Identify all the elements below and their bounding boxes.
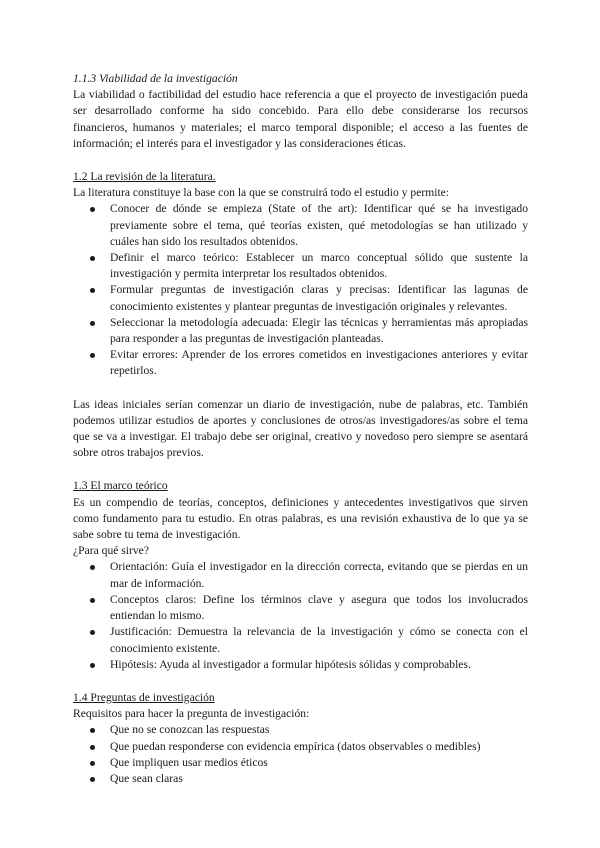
bullet-icon: [90, 728, 95, 733]
list-item-text: Evitar errores: Aprender de los errores cometidos en investigaciones anteriores y evitar repetirlos.: [110, 348, 528, 378]
bullet-icon: [90, 565, 95, 570]
spacer: [73, 673, 528, 690]
bullet-icon: [90, 256, 95, 261]
section-marco-teorico: [73, 478, 528, 672]
section-heading-viabilidad: 1.1.3 Viabilidad de la investigación: [73, 72, 238, 85]
list-item-text: Formular preguntas de investigación claras y precisas: Identificar las lagunas de conocimiento existentes y plantear preguntas de investigación originales y relevantes.: [110, 283, 528, 313]
list-item-text: Que impliquen usar medios éticos: [110, 755, 268, 769]
list-item: [110, 592, 528, 624]
section-revision-literatura: [73, 169, 528, 461]
list-item: [110, 771, 528, 787]
list-item: [110, 250, 528, 282]
section-heading-preguntas: 1.4 Preguntas de investigación: [73, 690, 215, 704]
spacer: [73, 152, 528, 169]
bullet-icon: [90, 321, 95, 326]
bullet-icon: [90, 777, 95, 782]
bullet-icon: [90, 353, 95, 358]
bullet-icon: [90, 288, 95, 293]
section-preguntas-investigacion: [73, 690, 528, 787]
paragraph-para-que-sirve: ¿Para qué sirve?: [73, 544, 149, 558]
paragraph-marco-teorico: Es un compendio de teorías, conceptos, definiciones y antecedentes investigativos que sirven como fundamento para tu estudio. En otras palabras, es una revisión exhaustiva de lo que ya se sabe sobre tu tema de investigación.: [73, 495, 528, 542]
bullet-icon: [90, 663, 95, 668]
paragraph-viabilidad: La viabilidad o factibilidad del estudio hace referencia a que el proyecto de investigación pueda ser desarrollado conforme ha sido concebido. Para ello debe considerarse los recursos financieros, humanos y materiales; el marco temporal disponible; el acceso a las fuentes de información; el interés para el investigador y las consideraciones éticas.: [73, 88, 528, 150]
section-heading-marco-teorico: 1.3 El marco teórico: [73, 479, 168, 493]
list-item-text: Hipótesis: Ayuda al investigador a formular hipótesis sólidas y comprobables.: [110, 657, 471, 671]
list-item-text: Que no se conozcan las respuestas: [110, 723, 270, 737]
list-item-text: Conocer de dónde se empieza (State of the art): Identificar qué se ha investigado previamente sobre el tema, qué teorías existen, qué metodologías se han utilizado y cuáles han sido los resultados obtenidos.: [110, 202, 528, 248]
bullet-icon: [90, 761, 95, 766]
list-item: [110, 755, 528, 771]
bullet-icon: [90, 745, 95, 750]
bullet-list-preguntas: [73, 722, 528, 787]
list-item-text: Conceptos claros: Define los términos clave y asegura que todos los involucrados entiendan lo mismo.: [110, 592, 528, 623]
list-item: [110, 347, 528, 379]
paragraph-preguntas-intro: Requisitos para hacer la pregunta de investigación:: [73, 707, 310, 721]
list-item-text: Definir el marco teórico: Establecer un marco conceptual sólido que sustente la investigación y permita interpretar los resultados obtenidos.: [110, 251, 528, 281]
list-item-text: Que sean claras: [110, 771, 183, 785]
list-item: [110, 739, 528, 755]
list-item-text: Justificación: Demuestra la relevancia de la investigación y cómo se conecta con el conocimiento existente.: [110, 625, 528, 655]
spacer: [73, 380, 528, 397]
list-item-text: Seleccionar la metodología adecuada: Elegir las técnicas y herramientas más apropiadas para responder a las preguntas de investigación planteadas.: [110, 315, 528, 346]
section-heading-revision-literatura: 1.2 La revisión de la literatura.: [73, 170, 216, 184]
list-item: [110, 201, 528, 250]
bullet-list-literatura: [73, 201, 528, 379]
paragraph-literatura-intro: La literatura constituye la base con la que se construirá todo el estudio y permite:: [73, 186, 450, 200]
list-item-text: Que puedan responderse con evidencia empírica (datos observables o medibles): [110, 739, 481, 753]
bullet-icon: [90, 598, 95, 603]
list-item: [110, 282, 528, 314]
list-item: [110, 657, 528, 673]
section-viabilidad: [73, 71, 528, 152]
list-item: [110, 722, 528, 738]
list-item-text: Orientación: Guía el investigador en la dirección correcta, evitando que se pierdas en un mar de información.: [110, 560, 528, 590]
list-item: [110, 559, 528, 591]
list-item: [110, 315, 528, 347]
paragraph-literatura-closing: Las ideas iniciales serían comenzar un diario de investigación, nube de palabras, etc. También podemos utilizar estudios de aportes y conclusiones de otros/as investigadores/as sobre el tema que se va a investigar. El trabajo debe ser original, creativo y novedoso pero siempre se asentará sobre otros trabajos previos.: [73, 397, 528, 460]
bullet-icon: [90, 630, 95, 635]
bullet-list-marco-teorico: [73, 559, 528, 672]
spacer: [73, 461, 528, 478]
bullet-icon: [90, 207, 95, 212]
list-item: [110, 624, 528, 656]
